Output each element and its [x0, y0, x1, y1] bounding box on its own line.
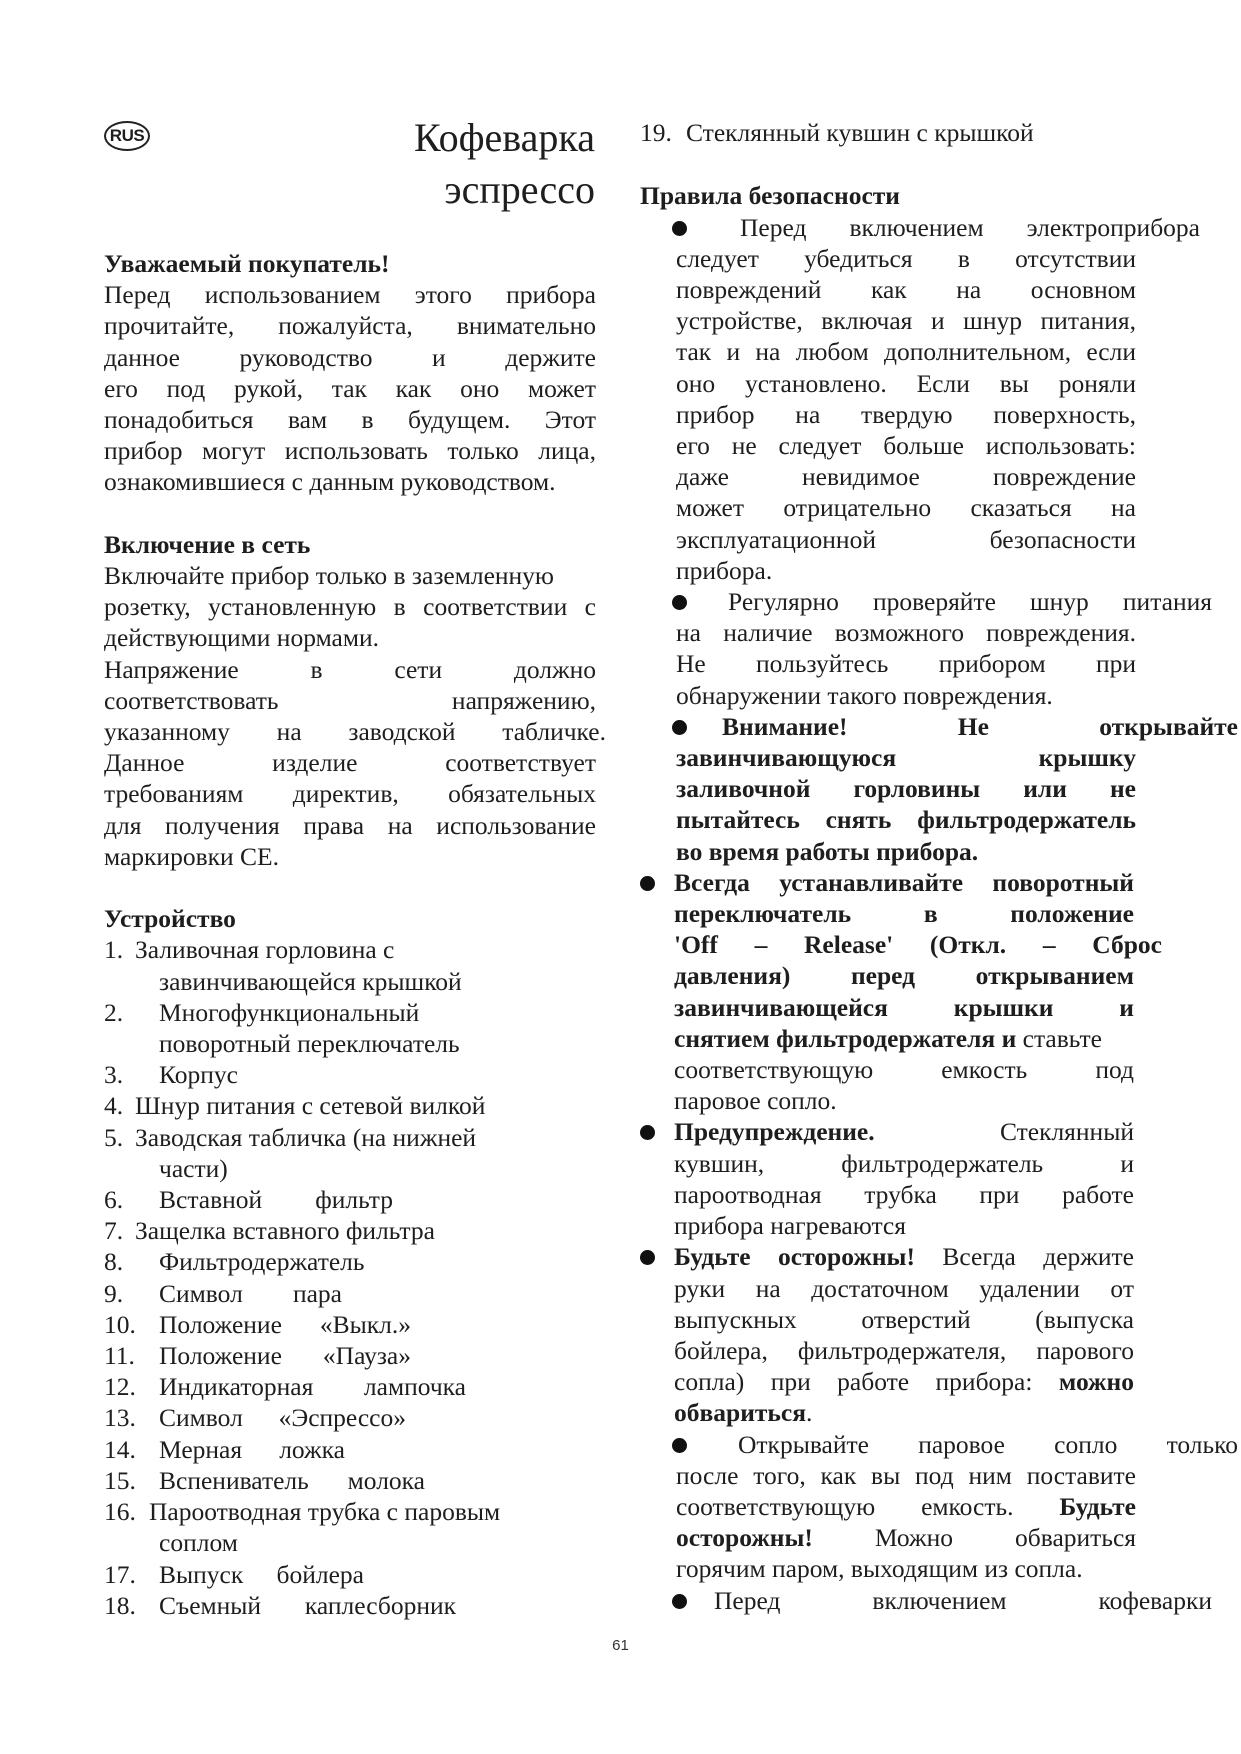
item-number: 11. [104, 1341, 135, 1371]
bullet-line: Внимание! Не открывайте [722, 711, 1238, 741]
bullet-line: 'Off – Release' (Откл. – Сброс [674, 930, 1162, 960]
device-list-item [104, 1590, 596, 1621]
device-list-item [104, 1465, 596, 1496]
bullet-line: бойлера, фильтродержателя, парового [674, 1335, 1134, 1365]
bold-text: осторожны! [676, 1523, 813, 1553]
item-number: 19. [640, 118, 672, 147]
item-text: Положение «Выкл.» [159, 1309, 411, 1339]
power-paragraph-1 [104, 560, 596, 654]
bullet-line: Не пользуйтесь прибором при [676, 649, 1136, 679]
item-text: Выпуск бойлера [159, 1559, 364, 1589]
item-number: 1. [104, 935, 124, 965]
device-list-item [104, 1215, 596, 1246]
safety-bullet [640, 1116, 1200, 1241]
bullet-line: даже невидимое повреждение [676, 462, 1136, 492]
bullet-dot-icon [640, 1250, 655, 1265]
bullet-dot-icon [640, 1125, 655, 1140]
bullet-line: устройстве, включая и шнур питания, [676, 306, 1136, 336]
bullet-line [674, 1116, 1134, 1147]
bullet-line: заливочной горловины или не [676, 774, 1136, 804]
device-list-item [104, 1278, 596, 1309]
power-line: розетку, установленную в соответствии с [104, 592, 596, 622]
bullet-line: повреждений как на основном [676, 275, 1136, 304]
item-text: Мерная ложка [159, 1434, 345, 1464]
item-number: 12. [104, 1372, 136, 1402]
intro-line: данное руководство и держите [104, 342, 596, 372]
intro-line: его под рукой, так как оно может [104, 373, 596, 403]
item-number: 7. [104, 1216, 124, 1246]
item-text: Стеклянный кувшин с крышкой [686, 118, 1034, 147]
device-list-item [640, 117, 1200, 148]
device-list-item [104, 1059, 596, 1090]
bold-text: снятием фильтродержателя и [674, 1023, 1017, 1053]
bullet-line: обнаружении такого повреждения. [676, 680, 1053, 710]
intro-line: ознакомившиеся с данным руководством. [104, 467, 556, 497]
bullet-line: выпускных отверстий (выпуска [674, 1304, 1134, 1334]
bullet-line: давления) перед открыванием [674, 961, 1134, 991]
safety-bullet [640, 1585, 1212, 1616]
power-line: указанному на заводской табличке. [104, 717, 606, 747]
safety-bullet [640, 867, 1200, 1117]
bullet-line: оно установлено. Если вы роняли [676, 368, 1136, 398]
power-line: действующими нормами. [104, 623, 380, 653]
item-text: соплом [159, 1528, 238, 1558]
bullet-line: руки на достаточном удалении от [674, 1273, 1134, 1303]
item-text: Фильтродержатель [159, 1247, 365, 1277]
device-list-item [104, 1184, 596, 1215]
item-text: Заливочная горловина с [135, 935, 395, 965]
device-list-item [104, 1496, 596, 1558]
bullet-dot-icon [672, 595, 687, 610]
right-column [640, 117, 1238, 1616]
device-list-item [104, 934, 596, 996]
safety-bullet [640, 711, 1238, 867]
power-line: требованиям директив, обязательных [104, 779, 596, 809]
device-list-item [104, 1402, 596, 1433]
intro-line: прочитайте, пожалуйста, внимательно [104, 311, 596, 341]
bullet-dot-icon [672, 720, 687, 735]
item-number: 16. [104, 1497, 136, 1527]
bullet-line: следует убедиться в отсутствии [676, 243, 1136, 273]
item-number: 15. [104, 1465, 136, 1495]
bullet-line: эксплуатационной безопасности [676, 524, 1136, 554]
bullet-line: прибора нагреваются [674, 1211, 906, 1241]
bullet-line: после того, как вы под ним поставите [676, 1460, 1136, 1490]
item-number: 9. [104, 1278, 124, 1308]
bold-text: Будьте осторожны! [674, 1242, 915, 1272]
bullet-line: пытайтесь снять фильтродержатель [676, 805, 1136, 835]
power-line: соответствовать напряжению, [104, 685, 596, 715]
device-list [104, 934, 596, 1620]
bold-text: Предупреждение. [674, 1117, 875, 1147]
bullet-line: Перед включением кофеварки [714, 1585, 1212, 1615]
power-line: Включайте прибор только в заземленную [104, 561, 554, 591]
item-number: 6. [104, 1185, 124, 1215]
normal-text: Стеклянный [874, 1117, 1134, 1147]
bullet-line: может отрицательно сказаться на [676, 493, 1136, 523]
bullet-line [676, 1522, 1136, 1553]
page-title: Кофеварка эспрессо [413, 115, 595, 212]
item-text: Заводская табличка (на нижней [135, 1122, 477, 1152]
safety-bullet [640, 212, 1200, 586]
item-number: 3. [104, 1060, 124, 1090]
item-text: Символ пара [159, 1278, 342, 1308]
item-number: 17. [104, 1559, 136, 1589]
normal-text: . [806, 1398, 813, 1428]
item-number: 18. [104, 1590, 136, 1620]
bullet-line: Перед включением электроприбора [740, 212, 1200, 242]
intro-heading: Уважаемый покупатель! [104, 249, 390, 278]
power-line: Данное изделие соответствует [104, 748, 596, 778]
item-number: 8. [104, 1247, 124, 1277]
device-list-item [104, 1559, 596, 1590]
item-number: 14. [104, 1434, 136, 1464]
safety-bullet [640, 1429, 1238, 1585]
item-text: Пароотводная трубка с паровым [149, 1497, 501, 1527]
item-number: 5. [104, 1122, 124, 1152]
intro-paragraph [104, 279, 596, 497]
bullet-line: пароотводная трубка при работе [674, 1179, 1134, 1209]
bullet-line: на наличие возможного повреждения. [676, 618, 1136, 648]
bullet-line [674, 1397, 1134, 1428]
bullet-dot-icon [672, 1594, 687, 1609]
safety-bullet [640, 586, 1212, 711]
bullet-line: его не следует больше использовать: [676, 431, 1136, 461]
safety-heading: Правила безопасности [640, 181, 900, 211]
normal-text: ставьте [1016, 1023, 1102, 1053]
normal-text: сопла) при работе прибора: [674, 1367, 1033, 1397]
item-number: 10. [104, 1309, 136, 1339]
item-number: 2. [104, 997, 124, 1027]
item-text: поворотный переключатель [159, 1029, 460, 1059]
item-text: Защелка вставного фильтра [135, 1216, 435, 1246]
bullet-line: Регулярно проверяйте шнур питания [728, 587, 1212, 617]
device-list-item [104, 1309, 596, 1340]
power-line: для получения права на использование [104, 810, 596, 840]
item-text: Шнур питания с сетевой вилкой [135, 1091, 486, 1121]
bold-text: обвариться [674, 1398, 807, 1428]
device-list-item [104, 1246, 596, 1277]
normal-text: Можно обвариться [812, 1523, 1136, 1553]
item-text: Съемный каплесборник [159, 1590, 456, 1620]
item-number: 13. [104, 1403, 136, 1433]
bullet-line: кувшин, фильтродержатель и [674, 1148, 1134, 1178]
bullet-line: соответствующую емкость под [674, 1055, 1134, 1085]
bullet-dot-icon [672, 1438, 687, 1453]
item-text: Вставной фильтр [159, 1185, 393, 1215]
item-text: завинчивающейся крышкой [159, 966, 462, 996]
bullet-line [676, 1491, 1136, 1522]
intro-line: Перед использованием этого прибора [104, 280, 596, 310]
bullet-dot-icon [672, 221, 687, 236]
power-paragraph-2 [104, 654, 606, 872]
device-list-item [104, 1090, 596, 1121]
normal-text: Всегда держите [914, 1242, 1134, 1272]
item-text: Многофункциональный [159, 997, 420, 1027]
bullet-line: прибор на твердую поверхность, [676, 399, 1136, 429]
device-heading: Устройство [104, 904, 236, 934]
bold-text: можно [1032, 1367, 1134, 1397]
bullet-line: Всегда устанавливайте поворотный [674, 867, 1134, 897]
bullet-line: Открывайте паровое сопло только [738, 1429, 1238, 1459]
device-list-item [104, 997, 596, 1059]
bullet-line: во время работы прибора. [676, 836, 979, 866]
language-badge: RUS [104, 121, 150, 151]
device-list-item [104, 1340, 596, 1371]
bold-text: Будьте [1013, 1491, 1136, 1521]
item-text: части) [159, 1153, 228, 1183]
bullet-dot-icon [640, 876, 655, 891]
power-line: маркировки CE. [104, 841, 279, 871]
bullet-line: так и на любом дополнительном, если [676, 337, 1136, 367]
item-text: Положение «Пауза» [159, 1341, 411, 1371]
bullet-line: прибора. [676, 555, 773, 585]
item-text: Символ «Эспрессо» [159, 1403, 406, 1433]
bullet-line [674, 1241, 1134, 1272]
safety-bullet [640, 1241, 1200, 1428]
item-text: Вспениватель молока [159, 1465, 425, 1495]
bullet-line [674, 1366, 1134, 1397]
bullet-line: горячим паром, выходящим из сопла. [676, 1554, 1083, 1584]
bullet-line: завинчивающейся крышки и [674, 992, 1134, 1022]
item-text: Индикаторная лампочка [159, 1372, 466, 1402]
bullet-line: завинчивающуюся крышку [676, 743, 1136, 773]
device-list-item [104, 1434, 596, 1465]
power-line: Напряжение в сети должно [104, 654, 596, 684]
device-list-item [104, 1371, 596, 1402]
item-text: Корпус [159, 1060, 238, 1090]
intro-line: понадобиться вам в будущем. Этот [104, 405, 596, 435]
item-number: 4. [104, 1091, 124, 1121]
normal-text: соответствующую емкость. [676, 1491, 1014, 1521]
bullet-line: паровое сопло. [674, 1086, 837, 1116]
bullet-line: переключатель в положение [674, 899, 1134, 929]
intro-line: прибор могут использовать только лица, [104, 436, 596, 466]
power-heading: Включение в сеть [104, 529, 311, 559]
bullet-line [674, 1023, 1144, 1054]
device-list-item [104, 1122, 596, 1184]
left-column [104, 248, 606, 1621]
page-number: 61 [612, 1637, 629, 1654]
